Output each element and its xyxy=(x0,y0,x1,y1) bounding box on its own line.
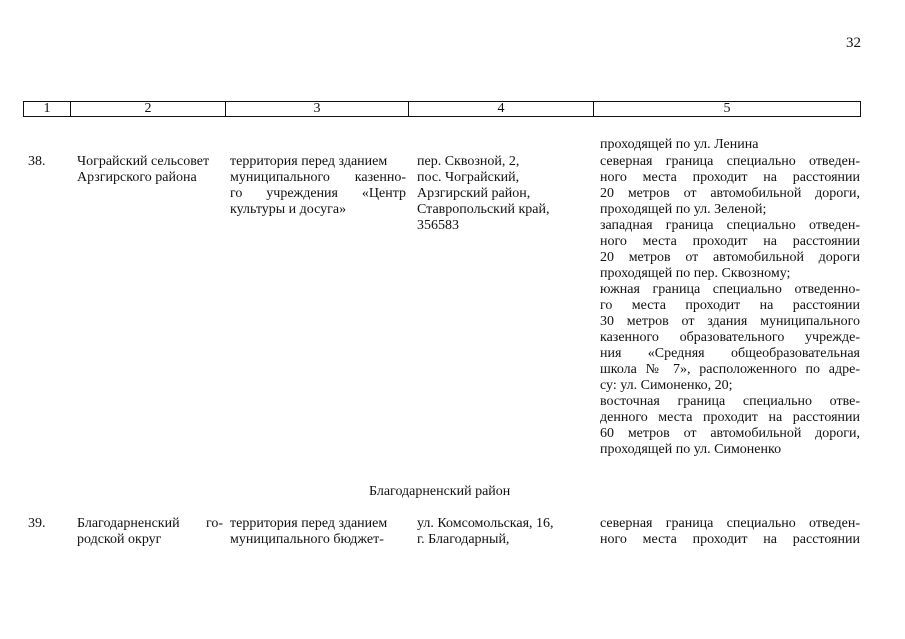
text-line: го учреждения «Центр xyxy=(230,186,406,201)
header-col-5: 5 xyxy=(594,102,861,117)
text-line: родской округ xyxy=(77,532,162,547)
text-line: Арзгирского района xyxy=(77,170,197,185)
row-39-territory xyxy=(230,516,406,548)
row-39-number: 39. xyxy=(28,516,46,531)
text-line: территория перед зданием xyxy=(230,516,388,531)
text-line: ния «Средняя общеобразовательная xyxy=(600,346,860,361)
text-line: северная граница специально отведен- xyxy=(600,154,860,169)
row-39-boundaries xyxy=(600,516,860,548)
text-line: проходящей по ул. Зеленой; xyxy=(600,202,767,217)
row-38-municipality xyxy=(77,154,223,186)
row-38-number: 38. xyxy=(28,154,46,169)
text-line: южная граница специально отведенно- xyxy=(600,282,860,297)
text-line: Благодарненский го- xyxy=(77,516,223,531)
row-39-address xyxy=(417,516,592,548)
text-line: культуры и досуга» xyxy=(230,202,347,217)
header-col-1: 1 xyxy=(24,102,71,117)
text-line: ного места проходит на расстоянии xyxy=(600,170,860,185)
row-38-boundaries xyxy=(600,154,860,458)
header-col-2: 2 xyxy=(71,102,226,117)
text-line: 30 метров от здания муниципального xyxy=(600,314,860,329)
section-title-blagodarnensky: Благодарненский район xyxy=(369,484,511,499)
text-line: проходящей по ул. Симоненко xyxy=(600,442,782,457)
page-number: 32 xyxy=(846,35,861,51)
row-39-municipality xyxy=(77,516,223,548)
text-line: 20 метров от автомобильной дороги xyxy=(600,250,860,265)
text-line: ного места проходит на расстоянии xyxy=(600,532,860,547)
text-line: западная граница специально отведен- xyxy=(600,218,860,233)
text-line: пер. Сквозной, 2, xyxy=(417,154,520,169)
text-line: восточная граница специально отве- xyxy=(600,394,860,409)
text-line: Чограйский сельсовет xyxy=(77,154,210,169)
continuation-text: проходящей по ул. Ленина xyxy=(600,137,759,152)
text-line: су: ул. Симоненко, 20; xyxy=(600,378,733,393)
text-line: школа № 7», расположенного по адре- xyxy=(600,362,860,377)
text-line: Арзгирский район, xyxy=(417,186,531,201)
text-line: пос. Чограйский, xyxy=(417,170,520,185)
text-line: Ставропольский край, xyxy=(417,202,550,217)
text-line: территория перед зданием xyxy=(230,154,388,169)
header-col-4: 4 xyxy=(409,102,594,117)
text-line: казенного образовательного учрежде- xyxy=(600,330,860,345)
text-line: муниципального казенно- xyxy=(230,170,406,185)
text-line: 356583 xyxy=(417,218,459,233)
text-line: 20 метров от автомобильной дороги, xyxy=(600,186,860,201)
text-line: муниципального бюджет- xyxy=(230,532,384,547)
text-line: го места проходит на расстоянии xyxy=(600,298,860,313)
header-col-3: 3 xyxy=(226,102,409,117)
row-38-address xyxy=(417,154,592,234)
text-line: денного места проходит на расстоянии xyxy=(600,410,860,425)
row-38-territory xyxy=(230,154,406,218)
column-number-header xyxy=(23,101,861,117)
text-line: ул. Комсомольская, 16, xyxy=(417,516,554,531)
text-line: 60 метров от автомобильной дороги, xyxy=(600,426,860,441)
text-line: ного места проходит на расстоянии xyxy=(600,234,860,249)
text-line: проходящей по пер. Сквозному; xyxy=(600,266,791,281)
text-line: северная граница специально отведен- xyxy=(600,516,860,531)
text-line: г. Благодарный, xyxy=(417,532,510,547)
